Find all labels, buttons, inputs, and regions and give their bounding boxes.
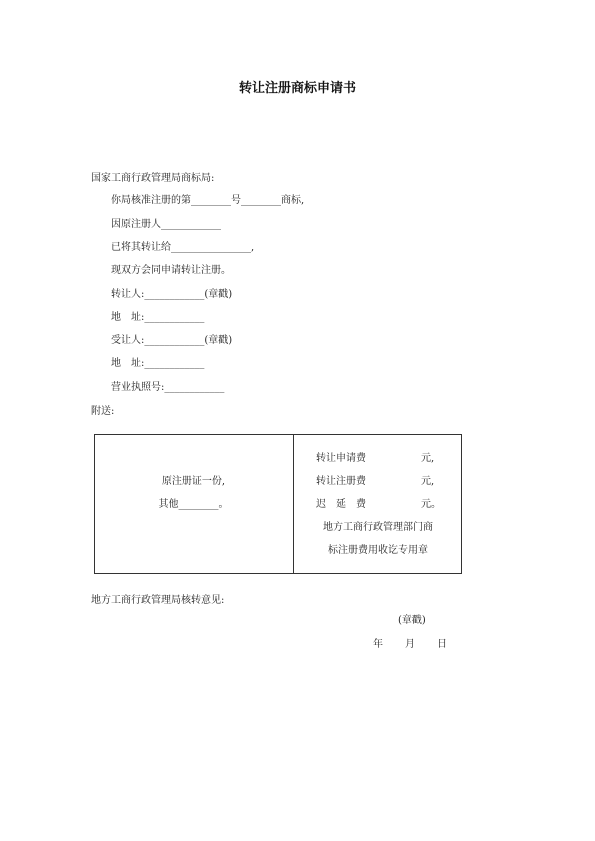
transferor-address-line: 地 址:____________ — [111, 312, 205, 323]
seal-note: (章戳) — [398, 615, 426, 626]
paragraph-registration: 你局核准注册的第________号________商标, — [111, 195, 305, 206]
date-year: 年 — [373, 639, 383, 650]
fee-label-transfer-application: 转让申请费 — [316, 453, 366, 464]
date-day: 日 — [437, 639, 447, 650]
fee-unit-transfer-registration: 元, — [421, 476, 435, 487]
opinion-label: 地方工商行政管理局核转意见: — [91, 595, 225, 606]
license-number-line: 营业执照号:____________ — [111, 382, 225, 393]
fee-label-delay: 迟 延 费 — [316, 499, 366, 510]
paragraph-original-registrant: 因原注册人____________ — [111, 219, 221, 230]
stamp-line-1: 地方工商行政管理部门商 — [323, 522, 433, 533]
table-item-other: 其他________。 — [158, 499, 229, 510]
date-line — [373, 639, 447, 651]
paragraph-joint-application: 现双方会同申请转让注册。 — [111, 265, 231, 276]
stamp-line-2: 标注册费用收讫专用章 — [328, 545, 428, 556]
document-title: 转让注册商标申请书 — [238, 81, 356, 96]
transferee-address-line: 地 址:____________ — [111, 358, 205, 369]
attached-label: 附送: — [91, 406, 115, 417]
fee-label-transfer-registration: 转让注册费 — [316, 476, 366, 487]
transferee-line: 受让人:____________(章戳) — [111, 335, 233, 346]
table-item-original-certificate: 原注册证一份, — [161, 476, 226, 487]
paragraph-transferred-to: 已将其转让给________________, — [111, 242, 255, 253]
transferor-line: 转让人:____________(章戳) — [111, 289, 233, 300]
addressee: 国家工商行政管理局商标局: — [91, 173, 215, 184]
date-month: 月 — [405, 639, 415, 650]
fee-unit-transfer-application: 元, — [421, 453, 435, 464]
fee-unit-delay: 元。 — [421, 499, 441, 510]
